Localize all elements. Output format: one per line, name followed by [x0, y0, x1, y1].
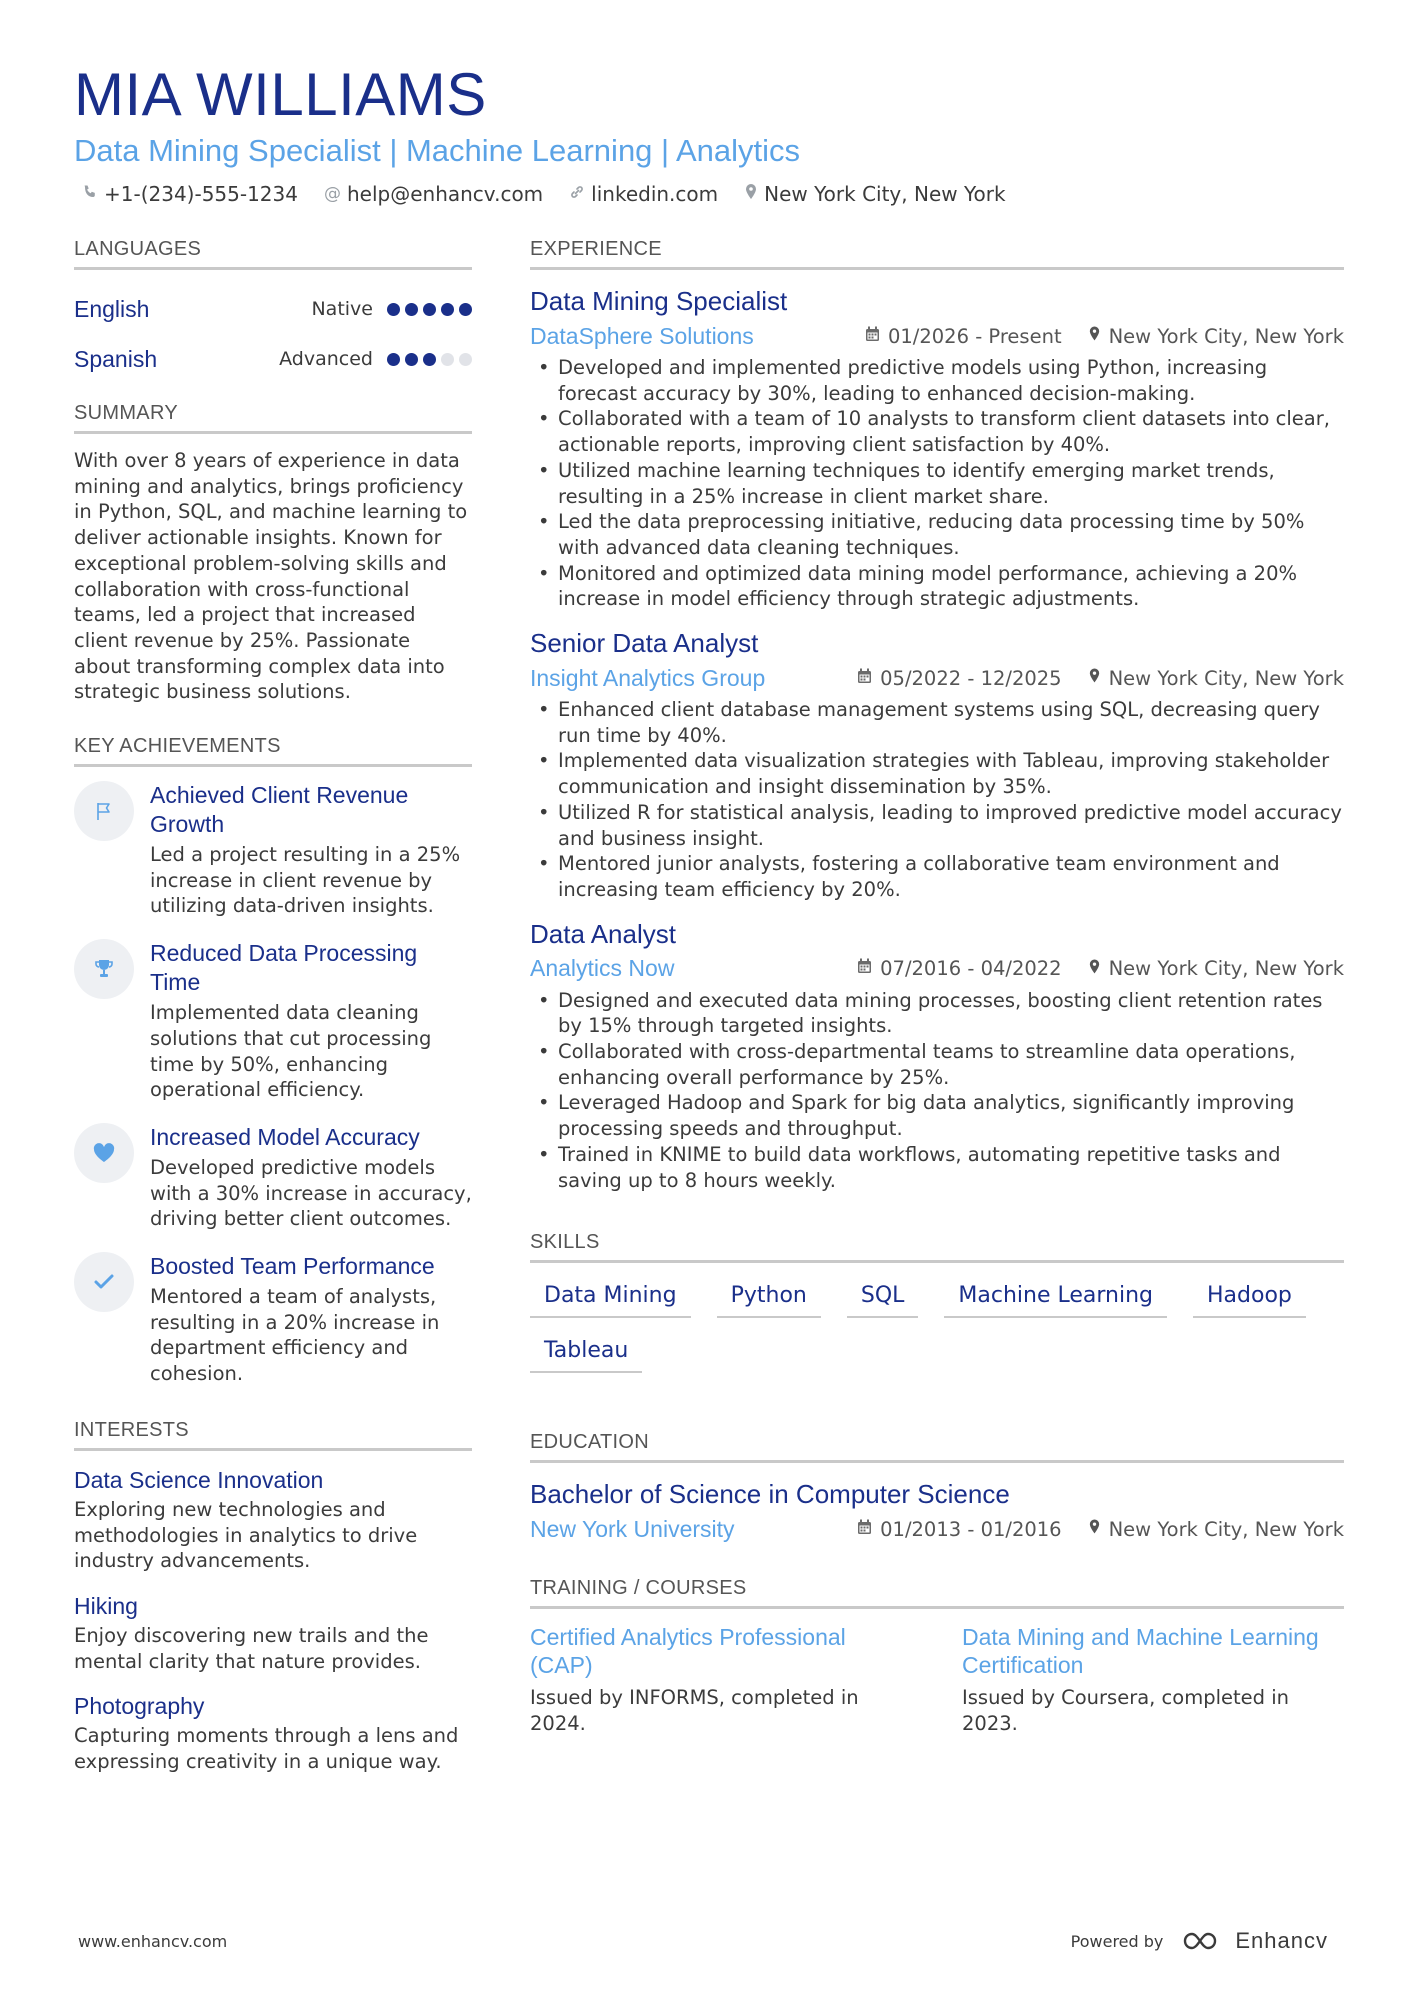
language-level: Advanced — [279, 348, 373, 370]
calendar-icon — [857, 668, 872, 689]
job-title: Data Analyst — [530, 918, 676, 949]
achievement-text: Implemented data cleaning solutions that cut processing time by 50%, enhancing operational efficiency. — [150, 1001, 432, 1102]
resume-page — [74, 61, 1344, 1774]
brand-logo[interactable] — [1181, 1928, 1328, 1954]
language-level: Native — [311, 298, 373, 320]
training-text: Issued by INFORMS, completed in 2024. — [530, 1686, 859, 1735]
job-location — [1088, 667, 1344, 690]
rating-dot-filled — [387, 303, 400, 316]
phone-text: +1-(234)-555-1234 — [104, 182, 298, 206]
skill-tag: Data Mining — [530, 1277, 691, 1318]
interest-item — [74, 1465, 472, 1574]
job-bullet: • Leveraged Hadoop and Spark for big data analytics, significantly improving processing speeds and throughput. — [530, 1090, 1344, 1141]
job-bullet: • Collaborated with a team of 10 analysts to transform client datasets into clear, actionable reports, improving client satisfaction by 40%. — [530, 406, 1344, 457]
rating-dot-filled — [405, 353, 418, 366]
company-name: DataSphere Solutions — [530, 322, 754, 349]
powered-by-text: Powered by — [1070, 1931, 1164, 1951]
job-meta — [530, 318, 1344, 354]
training-section — [530, 1577, 1344, 1736]
right-column — [530, 238, 1344, 1737]
job-bullets — [530, 355, 1344, 612]
education-dates — [857, 1518, 1061, 1541]
powered-by — [1071, 1928, 1328, 1954]
interest-text: Enjoy discovering new trails and the mental clarity that nature provides. — [74, 1623, 429, 1673]
job-bullet: • Led the data preprocessing initiative, reducing data processing time by 50% with advanced data cleaning techniques. — [530, 509, 1344, 560]
heart-icon — [74, 1123, 134, 1183]
achievement-title: Boosted Team Performance — [150, 1253, 435, 1280]
location-pin-icon — [1088, 325, 1101, 347]
at-icon: @ — [323, 184, 341, 204]
skill-tag: Tableau — [530, 1332, 642, 1373]
footer-site-link[interactable]: www.enhancv.com — [78, 1931, 228, 1951]
job-location-text: New York City, New York — [1108, 957, 1344, 981]
interests-heading: INTERESTS — [74, 1419, 472, 1451]
brand-name: Enhancv — [1235, 1928, 1328, 1953]
job-location-text: New York City, New York — [1108, 666, 1344, 690]
interest-title: Data Science Innovation — [74, 1466, 324, 1493]
experience-section — [530, 238, 1344, 1193]
training-item — [530, 1623, 910, 1736]
job-title: Data Mining Specialist — [530, 286, 788, 316]
job-entry — [530, 284, 1344, 612]
interest-item — [74, 1591, 472, 1674]
job-bullet: • Monitored and optimized data mining model performance, achieving a 20% increase in model efficiency through strategic adjustments. — [530, 561, 1344, 612]
company-name: Insight Analytics Group — [530, 664, 766, 691]
rating-dot-empty — [459, 353, 472, 366]
job-bullet: • Developed and implemented predictive models using Python, increasing forecast accuracy by 30%, leading to enhanced decision-making. — [530, 355, 1344, 406]
training-grid — [530, 1623, 1344, 1736]
language-name: Spanish — [74, 345, 158, 372]
education-location — [1088, 1518, 1344, 1541]
contact-phone — [82, 182, 298, 206]
rating-dot-filled — [405, 303, 418, 316]
job-entry — [530, 917, 1344, 1194]
achievements-heading: KEY ACHIEVEMENTS — [74, 735, 472, 767]
skill-tag: Machine Learning — [944, 1277, 1167, 1318]
achievement-item — [74, 1252, 472, 1387]
phone-icon — [82, 184, 98, 205]
training-heading: TRAINING / COURSES — [530, 1577, 1344, 1609]
tagline: Data Mining Specialist | Machine Learning | Analytics — [74, 133, 801, 168]
calendar-icon — [857, 1519, 872, 1540]
check-icon — [74, 1252, 134, 1312]
contact-linkedin[interactable] — [569, 182, 718, 206]
training-text: Issued by Coursera, completed in 2023. — [962, 1686, 1289, 1735]
job-bullets — [530, 988, 1344, 1194]
achievement-content — [150, 1123, 472, 1232]
degree-title: Bachelor of Science in Computer Science — [530, 1479, 1010, 1510]
rating-dot-filled — [423, 303, 436, 316]
job-meta — [530, 660, 1344, 696]
achievement-content — [150, 781, 472, 919]
footer — [78, 1928, 1328, 1954]
language-rating — [387, 303, 472, 316]
email-text[interactable]: help@enhancv.com — [346, 182, 544, 206]
flag-icon — [74, 781, 134, 841]
skill-tag: Hadoop — [1193, 1277, 1306, 1318]
rating-dot-filled — [387, 353, 400, 366]
job-bullets — [530, 697, 1344, 903]
job-bullet: • Collaborated with cross-departmental teams to streamline data operations, enhancing overall performance by 25%. — [530, 1039, 1344, 1090]
rating-dot-empty — [441, 353, 454, 366]
achievement-item — [74, 1123, 472, 1232]
job-location-text: New York City, New York — [1108, 324, 1344, 348]
job-bullet: • Enhanced client database management systems using SQL, decreasing query run time by 40%. — [530, 697, 1344, 748]
job-bullet: • Utilized R for statistical analysis, leading to improved predictive model accuracy and business insight. — [530, 800, 1344, 851]
achievement-title: Increased Model Accuracy — [150, 1123, 420, 1150]
achievement-title: Reduced Data Processing Time — [150, 940, 418, 996]
job-bullet: • Implemented data visualization strategies with Tableau, improving stakeholder communication and insight dissemination by 35%. — [530, 748, 1344, 799]
interest-item — [74, 1691, 472, 1774]
calendar-icon — [857, 958, 872, 979]
calendar-icon — [865, 326, 880, 347]
achievement-text: Led a project resulting in a 25% increase in client revenue by utilizing data-driven insights. — [150, 843, 461, 918]
location-text: New York City, New York — [764, 182, 1006, 206]
job-dates-text: 01/2026 - Present — [887, 324, 1062, 348]
job-bullet: • Trained in KNIME to build data workflows, automating repetitive tasks and saving up to 8 hours weekly. — [530, 1142, 1344, 1193]
location-pin-icon — [1088, 667, 1101, 689]
location-pin-icon — [744, 183, 758, 205]
skill-tag: Python — [717, 1277, 821, 1318]
location-pin-icon — [1088, 958, 1101, 980]
achievement-title: Achieved Client Revenue Growth — [150, 782, 409, 838]
training-item — [962, 1623, 1342, 1736]
enhancv-logo-icon — [1181, 1929, 1227, 1953]
rating-dot-filled — [459, 303, 472, 316]
candidate-name: MIA WILLIAMS — [74, 61, 487, 128]
interest-text: Exploring new technologies and methodologies in analytics to drive industry advancements. — [74, 1497, 418, 1573]
education-heading: EDUCATION — [530, 1431, 1344, 1463]
languages-heading: LANGUAGES — [74, 238, 472, 270]
skills-section — [530, 1231, 1344, 1387]
job-bullet: • Mentored junior analysts, fostering a collaborative team environment and increasing team efficiency by 20%. — [530, 851, 1344, 902]
achievement-content — [150, 939, 472, 1103]
rating-dot-filled — [441, 303, 454, 316]
achievement-text: Mentored a team of analysts, resulting in a 20% increase in department efficiency and cohesion. — [150, 1285, 440, 1386]
job-dates — [857, 957, 1061, 980]
job-title: Senior Data Analyst — [530, 628, 759, 659]
skill-tag: SQL — [847, 1277, 919, 1318]
job-entry — [530, 626, 1344, 903]
job-dates — [857, 667, 1061, 690]
achievement-item — [74, 781, 472, 919]
job-location — [1088, 957, 1344, 980]
interest-text: Capturing moments through a lens and expressing creativity in a unique way. — [74, 1724, 459, 1774]
experience-heading: EXPERIENCE — [530, 238, 1344, 270]
achievement-item — [74, 939, 472, 1103]
company-name: Analytics Now — [530, 955, 675, 982]
contact-email[interactable] — [324, 182, 543, 206]
contact-bar — [74, 182, 1344, 206]
left-column — [74, 238, 472, 1792]
job-bullet: • Designed and executed data mining processes, boosting client retention rates by 15% through targeted insights. — [530, 988, 1344, 1039]
interest-title: Hiking — [74, 1592, 138, 1619]
achievement-content — [150, 1252, 472, 1387]
training-title: Data Mining and Machine Learning Certification — [962, 1624, 1319, 1679]
trophy-icon — [74, 939, 134, 999]
school-name: New York University — [530, 1515, 735, 1542]
skills-list — [530, 1277, 1344, 1387]
interest-title: Photography — [74, 1693, 205, 1720]
training-title: Certified Analytics Professional (CAP) — [530, 1624, 846, 1679]
interests-section — [74, 1419, 472, 1775]
language-rating — [387, 353, 472, 366]
job-dates-text: 07/2016 - 04/2022 — [880, 957, 1062, 981]
rating-dot-filled — [423, 353, 436, 366]
education-location-text: New York City, New York — [1108, 1517, 1344, 1541]
summary-section — [74, 402, 472, 705]
job-dates-text: 05/2022 - 12/2025 — [880, 666, 1062, 690]
job-bullet: • Utilized machine learning techniques to identify emerging market trends, resulting in a 25% increase in client market share. — [530, 458, 1344, 509]
education-section — [530, 1431, 1344, 1547]
education-dates-text: 01/2013 - 01/2016 — [880, 1517, 1062, 1541]
languages-section — [74, 238, 472, 384]
language-name: English — [74, 295, 150, 322]
summary-text: With over 8 years of experience in data mining and analytics, brings proficiency in Python, SQL, and machine learning to deliver actionable insights. Known for exceptional problem-solving skills and collaboration with cross-functional teams, led a project that increased client revenue by 25%. Passionate about transforming complex data into strategic business solutions. — [74, 449, 468, 704]
job-meta — [530, 951, 1344, 987]
summary-heading: SUMMARY — [74, 402, 472, 434]
link-icon — [569, 184, 585, 205]
location-pin-icon — [1088, 1518, 1101, 1540]
job-location — [1088, 325, 1344, 348]
language-item — [74, 334, 472, 384]
linkedin-text[interactable]: linkedin.com — [591, 182, 719, 206]
contact-location — [744, 182, 1005, 206]
language-item — [74, 284, 472, 334]
achievement-text: Developed predictive models with a 30% increase in accuracy, driving better client outcomes. — [150, 1155, 472, 1231]
achievements-section — [74, 735, 472, 1387]
education-meta — [530, 1511, 1344, 1547]
job-dates — [865, 325, 1062, 348]
skills-heading: SKILLS — [530, 1231, 1344, 1263]
